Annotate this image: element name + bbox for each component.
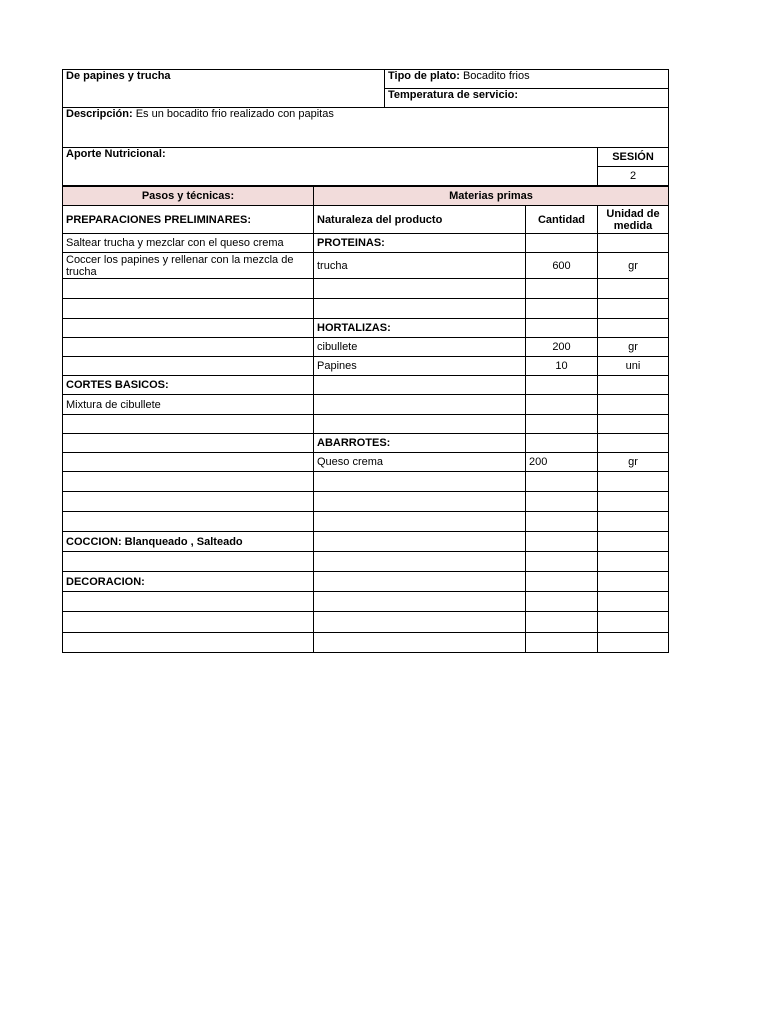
step-cell xyxy=(63,299,314,319)
product-cell: ABARROTES: xyxy=(314,434,526,453)
unit-cell xyxy=(598,532,669,552)
product-cell: cibullete xyxy=(314,338,526,357)
dish-type-label: Tipo de plato: xyxy=(388,70,460,82)
step-cell: Coccer los papines y rellenar con la mezcla de trucha xyxy=(63,253,314,279)
session-label: SESIÓN xyxy=(598,148,669,167)
step-cell: DECORACION: xyxy=(63,572,314,592)
product-cell xyxy=(314,472,526,492)
table-row xyxy=(63,472,669,492)
table-row xyxy=(63,434,669,453)
recipe-sheet xyxy=(62,69,668,653)
table-row xyxy=(63,552,669,572)
step-cell: Saltear trucha y mezclar con el queso crema xyxy=(63,234,314,253)
unit-cell xyxy=(598,552,669,572)
unit-cell xyxy=(598,415,669,434)
step-cell xyxy=(63,415,314,434)
unit-cell xyxy=(598,633,669,653)
quantity-cell xyxy=(526,376,598,395)
product-cell xyxy=(314,415,526,434)
product-cell: HORTALIZAS: xyxy=(314,319,526,338)
product-cell xyxy=(314,552,526,572)
table-row xyxy=(63,415,669,434)
quantity-cell: 200 xyxy=(526,338,598,357)
step-cell xyxy=(63,338,314,357)
product-cell xyxy=(314,592,526,612)
product-cell xyxy=(314,512,526,532)
quantity-cell: 200 xyxy=(526,453,598,472)
quantity-cell xyxy=(526,299,598,319)
unit-cell xyxy=(598,395,669,415)
quantity-cell xyxy=(526,512,598,532)
table-row xyxy=(63,357,669,376)
quantity-cell xyxy=(526,472,598,492)
quantity-cell xyxy=(526,434,598,453)
quantity-cell xyxy=(526,492,598,512)
dish-type-value: Bocadito frios xyxy=(462,70,530,82)
quantity-cell xyxy=(526,279,598,299)
service-temp-label: Temperatura de servicio: xyxy=(385,89,669,108)
step-cell xyxy=(63,612,314,633)
product-cell xyxy=(314,532,526,552)
step-cell xyxy=(63,633,314,653)
table-row xyxy=(63,376,669,395)
table-row xyxy=(63,532,669,552)
dish-type xyxy=(385,70,669,89)
col-product-header: Naturaleza del producto xyxy=(314,206,526,234)
table-row xyxy=(63,234,669,253)
quantity-cell xyxy=(526,552,598,572)
table-row xyxy=(63,338,669,357)
unit-cell xyxy=(598,492,669,512)
quantity-cell: 600 xyxy=(526,253,598,279)
quantity-cell xyxy=(526,532,598,552)
table-row xyxy=(63,453,669,472)
table-row xyxy=(63,299,669,319)
description-label: Descripción: xyxy=(66,108,133,120)
table-row xyxy=(63,572,669,592)
product-cell xyxy=(314,492,526,512)
table-row xyxy=(63,492,669,512)
step-cell xyxy=(63,434,314,453)
product-cell xyxy=(314,612,526,633)
step-cell: COCCION: Blanqueado , Salteado xyxy=(63,532,314,552)
unit-cell xyxy=(598,612,669,633)
unit-cell xyxy=(598,472,669,492)
quantity-cell xyxy=(526,319,598,338)
dish-name: De papines y trucha xyxy=(63,70,385,108)
unit-cell xyxy=(598,319,669,338)
table-row xyxy=(63,253,669,279)
step-cell xyxy=(63,492,314,512)
step-cell xyxy=(63,453,314,472)
step-cell xyxy=(63,357,314,376)
product-cell xyxy=(314,279,526,299)
unit-cell xyxy=(598,592,669,612)
unit-cell: gr xyxy=(598,338,669,357)
quantity-cell: 10 xyxy=(526,357,598,376)
description xyxy=(63,108,669,148)
product-cell xyxy=(314,395,526,415)
quantity-cell xyxy=(526,592,598,612)
product-cell: trucha xyxy=(314,253,526,279)
unit-cell xyxy=(598,234,669,253)
col-steps-header: Pasos y técnicas: xyxy=(63,187,314,206)
quantity-cell xyxy=(526,612,598,633)
ingredients-table xyxy=(62,186,669,653)
unit-cell xyxy=(598,299,669,319)
quantity-cell xyxy=(526,234,598,253)
session-value: 2 xyxy=(598,167,669,186)
quantity-cell xyxy=(526,572,598,592)
product-cell: Queso crema xyxy=(314,453,526,472)
row-0-step: PREPARACIONES PRELIMINARES: xyxy=(63,206,314,234)
step-cell xyxy=(63,279,314,299)
unit-cell xyxy=(598,376,669,395)
quantity-cell xyxy=(526,415,598,434)
header-table xyxy=(62,69,669,186)
table-row xyxy=(63,592,669,612)
quantity-cell xyxy=(526,633,598,653)
product-cell: Papines xyxy=(314,357,526,376)
table-row xyxy=(63,512,669,532)
unit-cell: gr xyxy=(598,453,669,472)
col-materials-header: Materias primas xyxy=(314,187,669,206)
table-row xyxy=(63,279,669,299)
step-cell: Mixtura de cibullete xyxy=(63,395,314,415)
product-cell xyxy=(314,376,526,395)
unit-cell xyxy=(598,279,669,299)
step-cell xyxy=(63,319,314,338)
table-row xyxy=(63,395,669,415)
product-cell: PROTEINAS: xyxy=(314,234,526,253)
step-cell xyxy=(63,592,314,612)
product-cell xyxy=(314,633,526,653)
step-cell xyxy=(63,552,314,572)
step-cell xyxy=(63,472,314,492)
table-row xyxy=(63,612,669,633)
col-quantity-header: Cantidad xyxy=(526,206,598,234)
table-row xyxy=(63,319,669,338)
unit-cell: gr xyxy=(598,253,669,279)
col-unit-header: Unidad de medida xyxy=(598,206,669,234)
product-cell xyxy=(314,572,526,592)
step-cell xyxy=(63,512,314,532)
product-cell xyxy=(314,299,526,319)
step-cell: CORTES BASICOS: xyxy=(63,376,314,395)
nutrition-label: Aporte Nutricional: xyxy=(63,148,598,186)
quantity-cell xyxy=(526,395,598,415)
unit-cell xyxy=(598,512,669,532)
table-row xyxy=(63,633,669,653)
description-value: Es un bocadito frio realizado con papitas xyxy=(135,108,334,120)
unit-cell xyxy=(598,434,669,453)
unit-cell: uni xyxy=(598,357,669,376)
unit-cell xyxy=(598,572,669,592)
